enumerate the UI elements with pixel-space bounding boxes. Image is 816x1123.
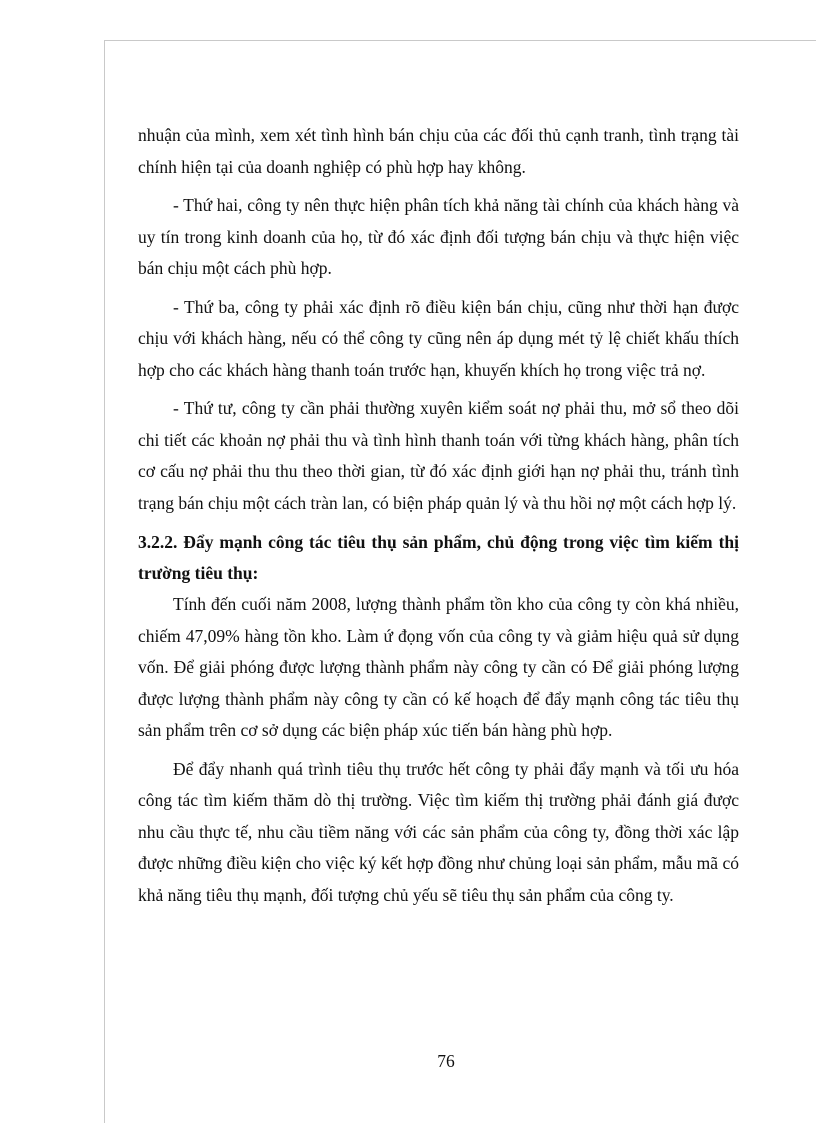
paragraph-market-research: Để đẩy nhanh quá trình tiêu thụ trước hết công ty phải đẩy mạnh và tối ưu hóa công tác tìm kiếm thăm dò thị trường. Việc tìm kiếm thị trường phải đánh giá được nhu cầu thực tế, nhu cầu tiềm năng với các sản phẩm của công ty, đồng thời xác lập được những điều kiện cho việc ký kết hợp đồng như chủng loại sản phẩm, mẫu mã có khả năng tiêu thụ mạnh, đối tượng chủ yếu sẽ tiêu thụ sản phẩm của công ty. <box>138 758 739 905</box>
paragraph-fourth-point: - Thứ tư, công ty cần phải thường xuyên kiểm soát nợ phải thu, mở sổ theo dõi chi tiết các khoản nợ phải thu và tình hình thanh toán với từng khách hàng, phân tích cơ cấu nợ phải thu thu theo thời gian, từ đó xác định giới hạn nợ phải thu, tránh tình trạng bán chịu một cách tràn lan, có biện pháp quản lý và thu hồi nợ một cách hợp lý. <box>138 398 739 513</box>
paragraph-third-point: - Thứ ba, công ty phải xác định rõ điều kiện bán chịu, cũng như thời hạn được chịu với khách hàng, nếu có thể công ty cũng nên áp dụng mét tỷ lệ chiết khấu thích hợp cho các khách hàng thanh toán trước hạn, khuyến khích họ trong việc trả nợ. <box>138 296 739 380</box>
paragraph-inventory: Tính đến cuối năm 2008, lượng thành phẩm tồn kho của công ty còn khá nhiều, chiếm 47,09% hàng tồn kho. Làm ứ đọng vốn của công ty và giảm hiệu quả sử dụng vốn. Để giải phóng được lượng thành phẩm này công ty cần có Để giải phóng lượng được lượng thành phẩm này công ty cần có kế hoạch để đẩy mạnh công tác tiêu thụ sản phẩm trên cơ sở dụng các biện pháp xúc tiến bán hàng phù hợp. <box>138 594 739 740</box>
document-body <box>138 120 739 911</box>
section-heading: 3.2.2. Đẩy mạnh công tác tiêu thụ sản phẩm, chủ động trong việc tìm kiếm thị trường tiêu thụ: <box>138 532 739 583</box>
paragraph-second-point: - Thứ hai, công ty nên thực hiện phân tích khả năng tài chính của khách hàng và uy tín trong kinh doanh của họ, từ đó xác định đối tượng bán chịu và thực hiện việc bán chịu một cách phù hợp. <box>138 195 739 278</box>
page-number: 76 <box>437 1051 455 1071</box>
paragraph-continued: nhuận của mình, xem xét tình hình bán chịu của các đối thủ cạnh tranh, tình trạng tài chính hiện tại của doanh nghiệp có phù hợp hay không. <box>138 125 739 177</box>
